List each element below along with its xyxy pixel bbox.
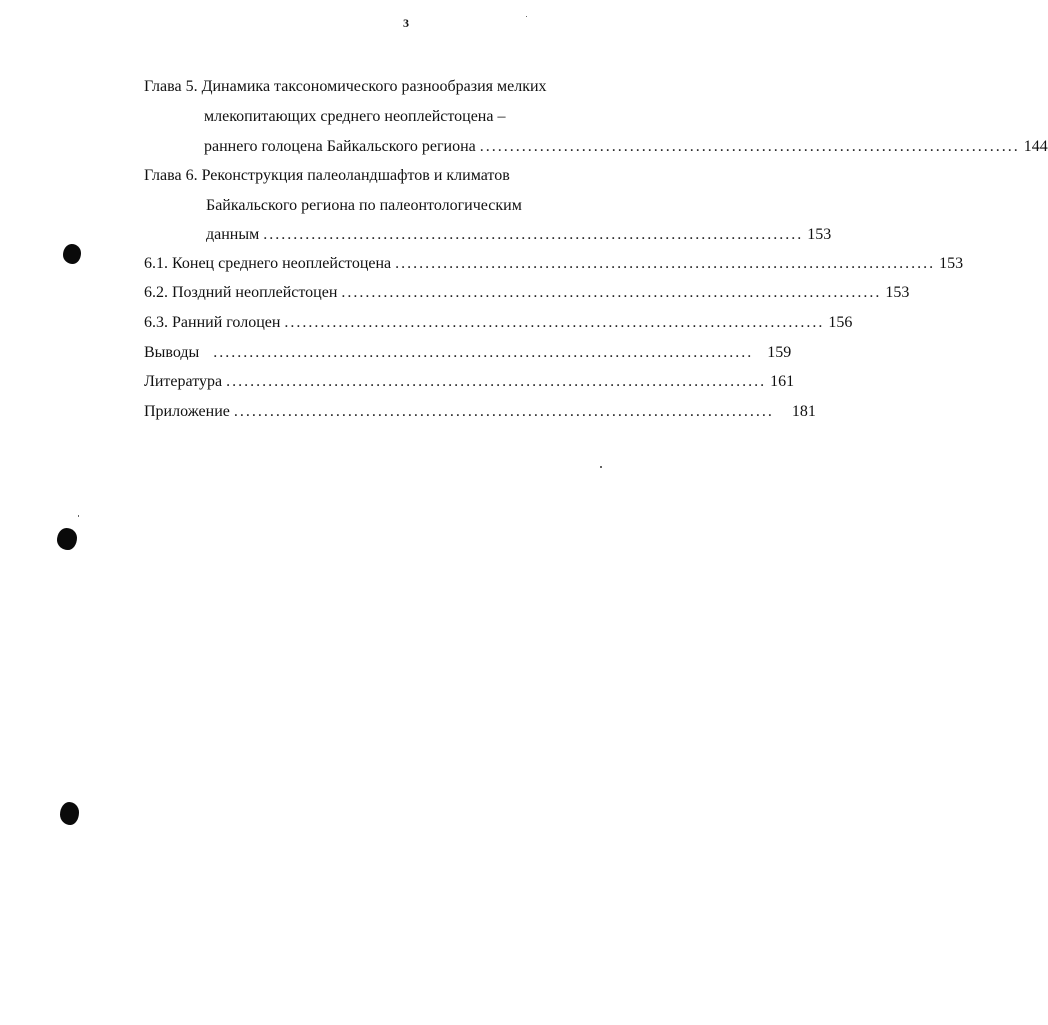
appendix-page: 181	[791, 403, 816, 420]
conclusions-entry	[144, 343, 792, 363]
chapter5-title-line1: Глава 5. Динамика таксономического разнообразия мелких	[144, 78, 547, 95]
section63-entry	[144, 313, 853, 333]
section62-label: 6.2. Поздний неоплейстоцен	[144, 284, 338, 301]
section62-page: 153	[885, 284, 910, 301]
leader-dots: ..........................................................................................	[284, 314, 825, 331]
literature-label: Литература	[144, 373, 223, 390]
scan-speck	[78, 515, 79, 517]
chapter6-title-line2: Байкальского региона по палеонтологическим	[206, 197, 522, 214]
punch-hole-mark	[63, 244, 81, 264]
chapter6-entry	[206, 225, 832, 245]
chapter6-page: 153	[807, 226, 832, 243]
chapter5-entry	[204, 137, 1048, 157]
leader-dots: ..........................................................................................	[479, 138, 1020, 155]
leader-dots: ..........................................................................................	[233, 403, 774, 420]
section61-label: 6.1. Конец среднего неоплейстоцена	[144, 255, 392, 272]
chapter6-title-line1: Глава 6. Реконструкция палеоландшафтов и климатов	[144, 167, 510, 184]
scan-speck	[526, 16, 527, 17]
section63-page: 156	[828, 314, 853, 331]
chapter5-title-line3: раннего голоцена Байкальского региона	[204, 138, 476, 155]
leader-dots: ..........................................................................................	[341, 284, 882, 301]
scan-speck	[600, 466, 602, 468]
section62-entry	[144, 283, 910, 303]
conclusions-page: 159	[767, 344, 792, 361]
conclusions-label: Выводы	[144, 344, 200, 361]
literature-entry	[144, 372, 795, 392]
punch-hole-mark	[57, 528, 77, 550]
appendix-label: Приложение	[144, 403, 230, 420]
chapter5-page: 144	[1023, 138, 1048, 155]
appendix-entry	[144, 402, 816, 422]
section61-page: 153	[939, 255, 964, 272]
section63-label: 6.3. Ранний голоцен	[144, 314, 281, 331]
chapter5-title-line2: млекопитающих среднего неоплейстоцена –	[204, 108, 506, 125]
leader-dots: ..........................................................................................	[213, 344, 754, 361]
punch-hole-mark	[60, 802, 79, 825]
section61-entry	[144, 254, 964, 274]
chapter6-title-line3: данным	[206, 226, 260, 243]
leader-dots: ..........................................................................................	[226, 373, 767, 390]
leader-dots: ..........................................................................................	[263, 226, 804, 243]
leader-dots: ..........................................................................................	[395, 255, 936, 272]
page-number: 3	[403, 16, 409, 30]
literature-page: 161	[770, 373, 795, 390]
